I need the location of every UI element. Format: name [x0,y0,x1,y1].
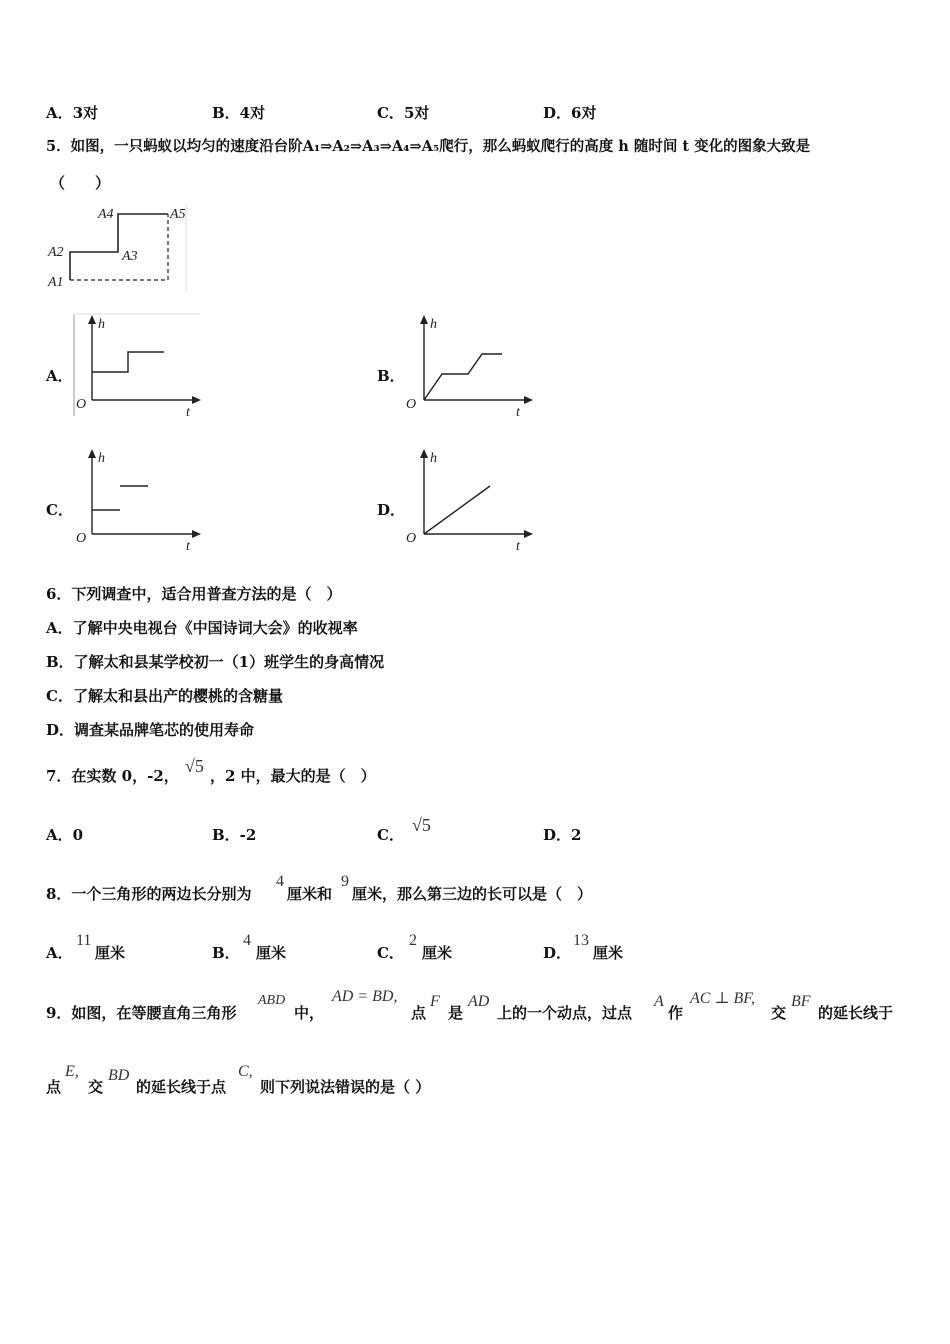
q9-text-5: 上的一个动点，过点 [497,1004,633,1022]
q7-stem-pre: 7．在实数 0，-2， [46,767,179,785]
q6-option-d: D．调查某品牌笔芯的使用寿命 [46,721,255,739]
graph-d [402,446,542,554]
q8-option-a: A． [46,944,73,962]
q5-option-c: C． [46,501,73,519]
q5-option-b: B． [377,367,405,385]
q7-sqrt5: √5 [185,756,204,776]
q5-paren: （ ） [50,174,111,192]
q8-option-d-unit: 厘米 [593,944,624,962]
label-a1: A1 [48,275,64,290]
graph-a [70,312,210,420]
q7-stem-post: ，2 中，最大的是（ ） [210,767,376,785]
graph-b [402,312,542,420]
q7-option-d: D．2 [543,826,582,844]
q9-equation: AD = BD, [332,988,398,1005]
q9-a: A [654,993,664,1010]
q9-text-12: 则下列说法错误的是（ ） [260,1078,431,1096]
q9-text-1: 9．如图，在等腰直角三角形 [46,1004,237,1022]
q5-option-d: D． [377,501,406,519]
q6-stem: 6．下列调查中，适合用普查方法的是（ ） [46,585,342,603]
graph-b-o: O [406,397,417,412]
graph-a-t: t [186,405,190,420]
graph-d-curve [424,486,490,534]
staircase-dashed-base [70,214,168,280]
q8-stem-post: 厘米，那么第三边的长可以是（ ） [352,885,593,903]
q6-option-a: A．了解中央电视台《中国诗词大会》的收视率 [46,619,358,637]
q8-value-2: 9 [341,873,349,890]
q8-option-c-value: 2 [409,932,417,949]
q7-option-b: B．-2 [212,826,257,844]
q8-stem-mid: 厘米和 [287,885,333,903]
graph-d-t: t [516,539,520,554]
q7-option-c: C． [377,826,404,844]
q7-option-a: A．0 [46,826,84,844]
q9-text-11: 的延长线于点 [136,1078,227,1096]
q8-option-b-value: 4 [243,932,251,949]
staircase-figure [40,200,200,300]
graph-c-t: t [186,539,190,554]
q8-option-a-unit: 厘米 [95,944,126,962]
q9-bd: BD [108,1067,130,1084]
graph-b-h: h [430,317,437,332]
label-a4: A4 [98,207,114,222]
q8-stem-pre: 8．一个三角形的两边长分别为 [46,885,252,903]
graph-b-t: t [516,405,520,420]
q9-c: C, [238,1063,253,1080]
q8-option-b: B． [212,944,240,962]
q8-option-c-unit: 厘米 [422,944,453,962]
q9-text-7: 交 [771,1004,787,1022]
q8-option-b-unit: 厘米 [256,944,287,962]
q9-perp: AC ⊥ BF, [690,990,755,1007]
label-a5: A5 [170,207,186,222]
q9-text-4: 是 [448,1004,464,1022]
graph-c-o: O [76,531,87,546]
graph-a-curve [92,352,164,372]
q6-option-c: C．了解太和县出产的樱桃的含糖量 [46,687,283,705]
q4-option-a: A．3对 [46,104,99,122]
q9-text-9: 点 [46,1078,62,1096]
staircase-path [70,214,168,280]
q8-option-d-value: 13 [573,932,589,949]
q4-option-c: C．5对 [377,104,430,122]
graph-d-h: h [430,451,437,466]
q9-text-2: 中， [294,1004,325,1022]
q8-value-1: 4 [276,873,284,890]
q9-text-6: 作 [668,1004,684,1022]
graph-a-h: h [98,317,105,332]
q9-abd: ABD [258,993,286,1008]
q5-stem: 5．如图，一只蚂蚁以均匀的速度沿台阶A₁⇒A₂⇒A₃⇒A₄⇒A₅爬行，那么蚂蚁爬行的高度 h 随时间 t 变化的图象大致是 [46,138,811,155]
q8-option-a-value: 11 [76,932,92,949]
q9-text-10: 交 [88,1078,104,1096]
graph-a-o: O [76,397,87,412]
q9-e: E, [65,1063,79,1080]
q5-option-a: A． [46,367,73,385]
q9-f: F [430,993,440,1010]
q4-option-d: D．6对 [543,104,597,122]
graph-b-curve [424,354,502,400]
label-a2: A2 [48,245,64,260]
q9-text-8: 的延长线于 [818,1004,894,1022]
label-a3: A3 [122,249,138,264]
q9-text-3: 点 [411,1004,427,1022]
graph-c-h: h [98,451,105,466]
graph-d-o: O [406,531,417,546]
q8-option-d: D． [543,944,572,962]
q6-option-b: B．了解太和县某学校初一（1）班学生的身高情况 [46,653,385,671]
q9-bf: BF [791,993,811,1010]
q9-ad: AD [468,993,490,1010]
q8-option-c: C． [377,944,404,962]
graph-c [70,446,210,554]
q7-option-c-value: √5 [412,815,431,835]
q4-option-b: B．4对 [212,104,266,122]
